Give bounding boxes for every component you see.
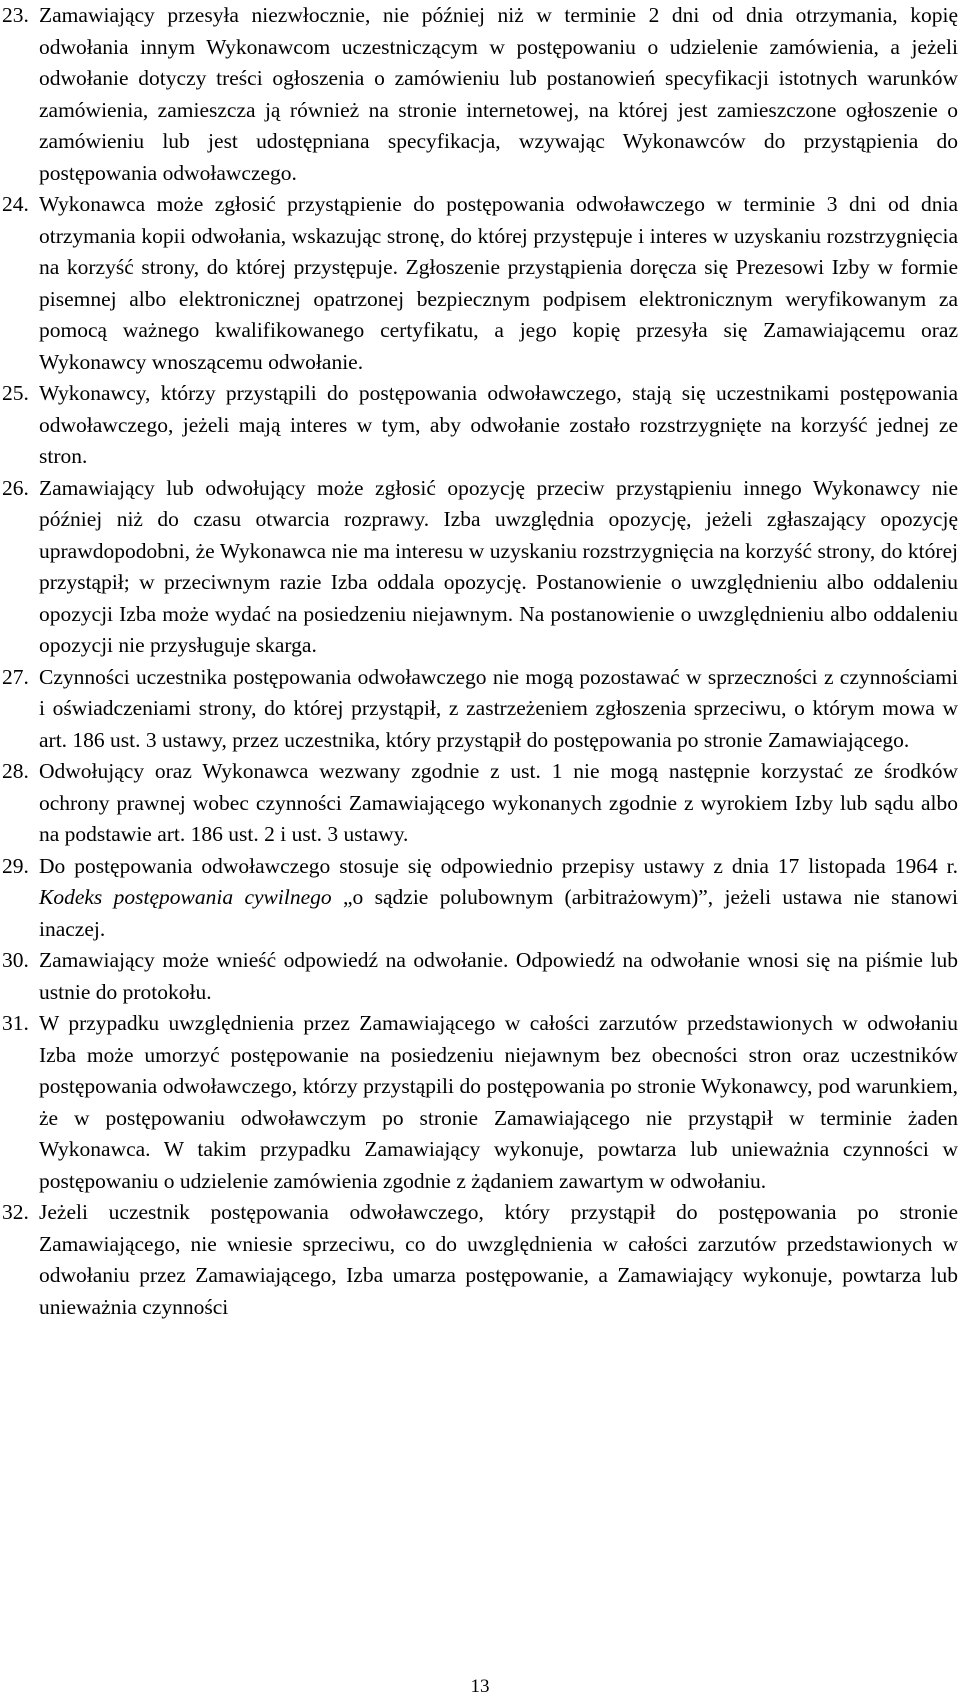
item-text-part: Do postępowania odwoławczego stosuje się odpowiednio przepisy ustawy z dnia 17 listopada 1964 r. — [39, 853, 958, 878]
list-item — [0, 0, 958, 189]
item-text: Jeżeli uczestnik postępowania odwoławczego, który przystąpił do postępowania po stronie Zamawiającego, nie wniesie sprzeciwu, co do uwzględnienia w całości zarzutów przedstawionych w odwołaniu przez Zamawiającego, Izba umarza postępowanie, a Zamawiający wykonuje, powtarza lub unieważnia czynności — [39, 1200, 958, 1319]
item-number: 24. — [2, 192, 29, 216]
item-number: 32. — [2, 1200, 29, 1224]
item-number: 28. — [2, 759, 29, 783]
item-text: Czynności uczestnika postępowania odwoławczego nie mogą pozostawać w sprzeczności z czynnościami i oświadczeniami strony, do której przystąpił, z zastrzeżeniem zgłoszenia sprzeciwu, o którym mowa w art. 186 ust. 3 ustawy, przez uczestnika, który przystąpił do postępowania po stronie Zamawiającego. — [39, 664, 958, 752]
list-item — [0, 1008, 958, 1197]
item-number: 26. — [2, 475, 29, 500]
item-number: 25. — [2, 381, 29, 405]
page-number: 13 — [470, 1676, 490, 1697]
list-item — [0, 189, 958, 378]
list-item — [0, 945, 958, 1008]
item-text — [39, 854, 958, 941]
item-number: 31. — [2, 1011, 29, 1035]
item-text: Zamawiający lub odwołujący może zgłosić opozycję przeciw przystąpieniu innego Wykonawcy nie później niż do czasu otwarcia rozprawy. Izba uwzględnia opozycję, jeżeli zgłaszający opozycję uprawdopodobni, że Wykonawca nie ma interesu w uzyskaniu rozstrzygnięcia na korzyść strony, do której przystąpił; w przeciwnym razie Izba oddala opozycję. Postanowienie o uwzględnieniu albo oddaleniu opozycji Izba może wydać na posiedzeniu niejawnym. Na postanowienie o uwzględnieniu albo oddaleniu opozycji nie przysługuje skarga. — [39, 475, 958, 657]
item-text-part: „o sądzie polubownym (arbitrażowym)”, jeżeli ustawa nie stanowi inaczej. — [39, 885, 958, 941]
list-item — [0, 756, 958, 851]
item-text: Wykonawcy, którzy przystąpili do postępowania odwoławczego, stają się uczestnikami postępowania odwoławczego, jeżeli mają interes w tym, aby odwołanie zostało rozstrzygnięte na korzyść jednej ze stron. — [39, 381, 958, 468]
list-item — [0, 1197, 958, 1323]
item-text: Zamawiający przesyła niezwłocznie, nie później niż w terminie 2 dni od dnia otrzymania, kopię odwołania innym Wykonawcom uczestniczącym w postępowaniu o udzielenie zamówienia, a jeżeli odwołanie dotyczy treści ogłoszenia o zamówieniu lub postanowień specyfikacji istotnych warunków zamówienia, zamieszcza ją również na stronie internetowej, na której jest zamieszczone ogłoszenie o zamówieniu lub jest udostępniana specyfikacja, wzywając Wykonawców do przystąpienia do postępowania odwoławczego. — [39, 3, 958, 185]
item-number: 30. — [2, 948, 29, 972]
item-text: Wykonawca może zgłosić przystąpienie do postępowania odwoławczego w terminie 3 dni od dnia otrzymania kopii odwołania, wskazując stronę, do której przystępuje i interes w uzyskaniu rozstrzygnięcia na korzyść strony, do której przystępuje. Zgłoszenie przystąpienia doręcza się Prezesowi Izby w formie pisemnej albo elektronicznej opatrzonej bezpiecznym podpisem elektronicznym weryfikowanym za pomocą ważnego kwalifikowanego certyfikatu, a jego kopię przesyła się Zamawiającemu oraz Wykonawcy wnoszącemu odwołanie. — [39, 192, 958, 374]
item-number: 23. — [2, 3, 29, 27]
code-title-italic: Kodeks postępowania cywilnego — [39, 885, 332, 909]
list-item — [0, 473, 958, 662]
list-item — [0, 851, 958, 946]
item-number: 29. — [2, 853, 29, 878]
item-text: Odwołujący oraz Wykonawca wezwany zgodnie z ust. 1 nie mogą następnie korzystać ze środków ochrony prawnej wobec czynności Zamawiającego wykonanych zgodnie z wyrokiem Izby lub sądu albo na podstawie art. 186 ust. 2 i ust. 3 ustawy. — [39, 759, 958, 846]
list-item — [0, 378, 958, 473]
list-item — [0, 662, 958, 757]
item-text: W przypadku uwzględnienia przez Zamawiającego w całości zarzutów przedstawionych w odwołaniu Izba może umorzyć postępowanie na posiedzeniu niejawnym bez obecności stron oraz uczestników postępowania odwoławczego, którzy przystąpili do postępowania po stronie Wykonawcy, pod warunkiem, że w postępowaniu odwoławczym po stronie Zamawiającego nie przystąpił w terminie żaden Wykonawca. W takim przypadku Zamawiający wykonuje, powtarza lub unieważnia czynności w postępowaniu o udzielenie zamówienia zgodnie z żądaniem zawartym w odwołaniu. — [39, 1011, 958, 1193]
item-number: 27. — [2, 664, 29, 689]
item-text: Zamawiający może wnieść odpowiedź na odwołanie. Odpowiedź na odwołanie wnosi się na piśmie lub ustnie do protokołu. — [39, 948, 958, 1004]
